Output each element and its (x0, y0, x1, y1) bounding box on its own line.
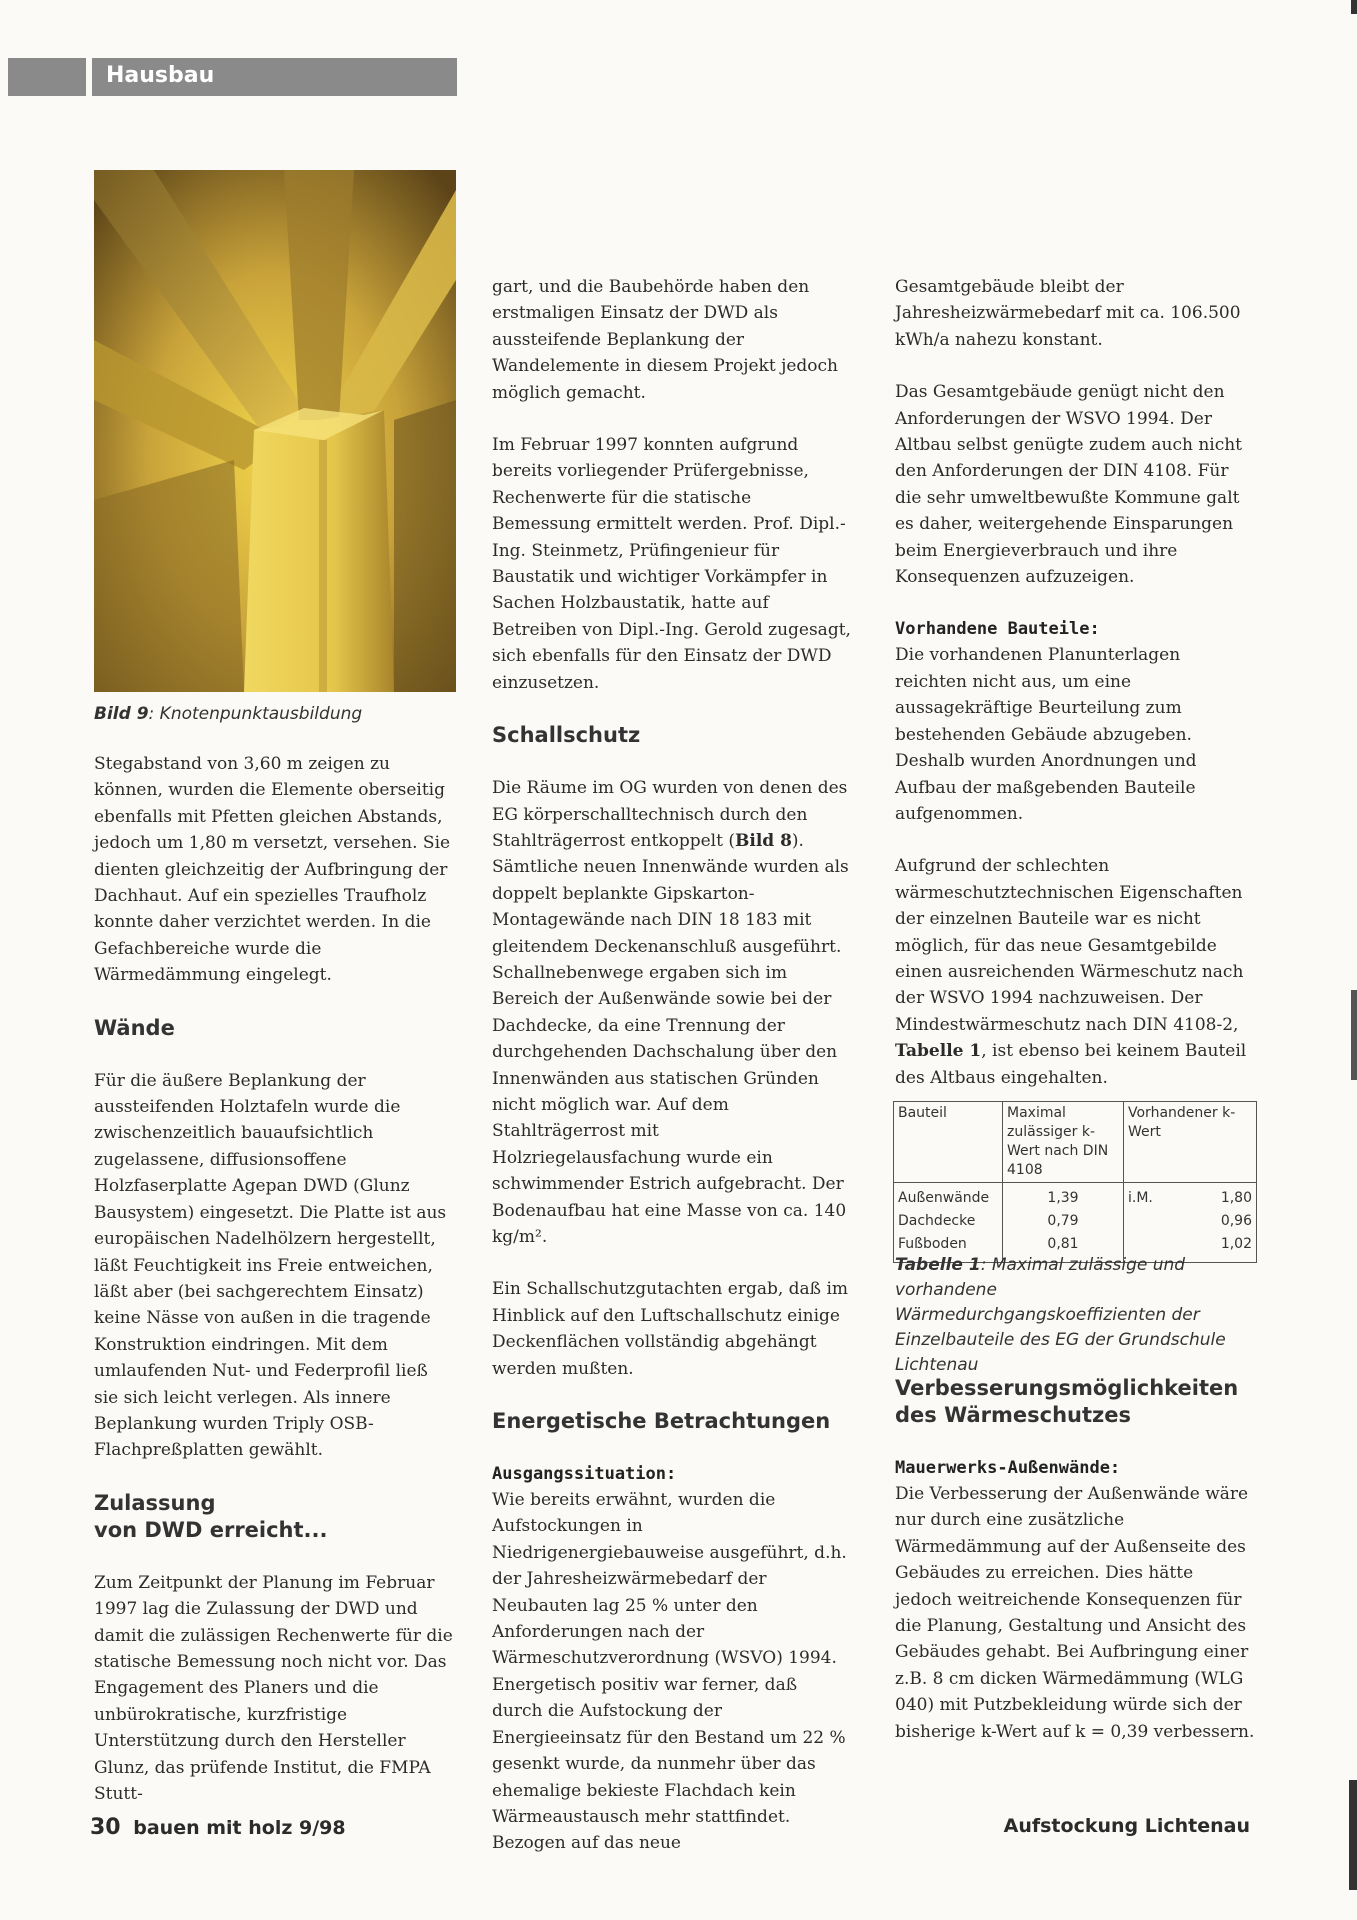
table-cell-max: 0,79 (1003, 1210, 1124, 1233)
timber-joint-image (94, 170, 456, 692)
scan-edge-mark (1349, 1780, 1357, 1890)
section-header-mark (86, 58, 92, 96)
table-header-row (894, 1102, 1257, 1183)
text-run: , ist ebenso bei keinem Bauteil des Altbaus eingehalten. (895, 1041, 1247, 1088)
table-caption-label: Tabelle 1 (895, 1255, 981, 1275)
table-cell-max: 1,39 (1003, 1183, 1124, 1211)
table-caption-text: Maximal zulässige und vorhandene Wärmedurchgangskoeffizienten der Einzelbauteile des EG der Grundschule Lichtenau (895, 1255, 1226, 1375)
magazine-issue: bauen mit holz 9/98 (133, 1817, 346, 1839)
subheading-ausgangssituation: Ausgangssituation: (492, 1464, 677, 1485)
table-header-bauteil: Bauteil (894, 1102, 1003, 1183)
table-header-vorhanden: Vorhandener k-Wert (1124, 1102, 1257, 1183)
paragraph: Im Februar 1997 konnten aufgrund bereits vorliegender Prüfergebnisse, Rechenwerte für die statische Bemessung ermittelt werden. Prof. Dipl.-Ing. Steinmetz, Prüfingenieur für Baustatik und wichtiger Vorkämpfer in Sachen Holzbaustatik, hatte auf Betreiben von Dipl.-Ing. Gerold zugesagt, sich ebenfalls für den Einsatz der DWD einzusetzen. (492, 435, 851, 693)
footer-left (90, 1815, 346, 1840)
paragraph (492, 775, 852, 1250)
k-value-table (893, 1101, 1257, 1263)
table-row (894, 1210, 1257, 1233)
table-cell-value: 0,96 (1220, 1213, 1252, 1229)
heading-schallschutz: Schallschutz (492, 723, 641, 748)
table-cell-max: 0,81 (1003, 1233, 1124, 1263)
subheading-vorhandene-bauteile: Vorhandene Bauteile: (895, 619, 1100, 640)
text-run: ). Sämtliche neuen Innenwände wurden als doppelt beplankte Gipskarton-Montagewände nach DIN 18 183 mit gleitendem Deckenanschluß ausgeführt. Schallnebenwege ergaben sich im Bereich der Außenwände sowie bei der Dachdecke, da eine Trennung der durchgehenden Dachschalung über den Innenwänden aus statischen Gründen nicht möglich war. Auf dem Stahlträgerrost mit Holzriegelausfachung wurde ein schwimmender Estrich aufgebracht. Der Bodenaufbau hat eine Masse von ca. 140 kg/m². (492, 830, 849, 1247)
paragraph: Stegabstand von 3,60 m zeigen zu können, wurden die Elemente oberseitig ebenfalls mit Pfetten gleichen Abstands, jedoch um 1,80 m versetzt, versehen. Sie dienten gleichzeitig der Aufbringung der Dachhaut. Auf ein spezielles Traufholz konnte daher verzichtet werden. In die Gefachbereiche wurde die Wärmedämmung eingelegt. (94, 754, 451, 986)
heading-waende: Wände (94, 1015, 175, 1040)
figure-caption-label: Bild 9 (94, 704, 149, 724)
paragraph: Für die äußere Beplankung der aussteifenden Holztafeln wurde die zwischenzeitlich bauaufsichtlich zugelassene, diffusionsoffene Holzfaserplatte Agepan DWD (Glunz Bausystem) eingesetzt. Die Platte ist aus europäischen Nadelhölzern hergestellt, läßt Feuchtigkeit ins Freie entweichen, läßt aber (bei sachgerechtem Einsatz) keine Nässe von außen in die tragende Konstruktion eindringen. Mit dem umlaufenden Nut- und Federprofil ließ sie sich leicht verlegen. Als innere Beplankung wurden Triply OSB-Flachpreßplatten gewählt. (94, 1070, 447, 1461)
column-3 (895, 274, 1255, 1091)
table-cell-bauteil: Fußboden (894, 1233, 1003, 1263)
scan-edge-mark (1351, 990, 1357, 1080)
subheading-mauerwerk: Mauerwerks-Außenwände: (895, 1458, 1121, 1478)
paragraph: Wie bereits erwähnt, wurden die Aufstockungen in Niedrigenergiebauweise ausgeführt, d.h. der Jahresheizwärmebedarf der Neubauten lag 25 % unter den Anforderungen nach der Wärmeschutzverordnung (WSVO) 1994. Energetisch positiv war ferner, daß durch die Aufstockung der Energieeinsatz für den Bestand um 22 % gesenkt wurde, da nunmehr über das ehemalige bekieste Flachdach kein Wärmeaustausch mehr stattfindet. Bezogen auf das neue (492, 1490, 847, 1854)
paragraph: Gesamtgebäude bleibt der Jahresheizwärmebedarf mit ca. 106.500 kWh/a nahezu konstant. (895, 277, 1241, 350)
table-caption-sep: : (980, 1255, 992, 1275)
paragraph: Das Gesamtgebäude genügt nicht den Anforderungen der WSVO 1994. Der Altbau selbst genügte zudem auch nicht den Anforderungen der DIN 4108. Für die sehr umweltbewußte Kommune galt es daher, weitergehende Einsparungen beim Energieverbrauch und ihre Konsequenzen aufzuzeigen. (895, 382, 1243, 588)
figure-caption-sep: : (148, 704, 160, 724)
paragraph: Die Verbesserung der Außenwände wäre nur durch eine zusätzliche Wärmedämmung auf der Außenseite des Gebäudes zu erreichen. Dies hätte jedoch weitreichende Konsequenzen für die Planung, Gestaltung und Ansicht des Gebäudes gehabt. Bei Aufbringung einer z.B. 8 cm dicken Wärmedämmung (WLG 040) mit Putzbekleidung würde sich der bisherige k-Wert auf k = 0,39 verbessern. (895, 1484, 1255, 1742)
paragraph (895, 853, 1255, 1091)
timber-joint-photo (94, 170, 456, 692)
column-1 (94, 751, 454, 1807)
column-3-lower (895, 1375, 1255, 1745)
heading-energetische-betrachtungen: Energetische Betrachtungen (492, 1409, 831, 1434)
text-run: Die Räume im OG wurden von denen des EG körperschalltechnisch durch den Stahlträgerrost entkoppelt ( (492, 778, 848, 851)
heading-zulassung-line2: von DWD erreicht... (94, 1517, 328, 1542)
paragraph: gart, und die Baubehörde haben den erstmaligen Einsatz der DWD als aussteifende Beplankung der Wandelemente in diesem Projekt jedoch möglich gemacht. (492, 277, 839, 403)
table-cell-value: 1,02 (1220, 1236, 1252, 1252)
scan-edge-mark (1351, 0, 1357, 14)
text-run: Aufgrund der schlechten wärmeschutztechnischen Eigenschaften der einzelnen Bauteile war es nicht möglich, für das neue Gesamtgebilde einen ausreichenden Wärmeschutz nach der WSVO 1994 nachzuweisen. Der Mindestwärmeschutz nach DIN 4108-2, (895, 856, 1244, 1035)
table-cell-vorhanden (1124, 1210, 1257, 1233)
figure-caption-text: Knotenpunktausbildung (159, 704, 363, 724)
table-cell-value: 1,80 (1220, 1190, 1252, 1206)
table-cell-bauteil: Außenwände (894, 1183, 1003, 1211)
table-caption (895, 1253, 1255, 1378)
footer-article-title: Aufstockung Lichtenau (1003, 1815, 1250, 1837)
table-row (894, 1183, 1257, 1211)
section-title: Hausbau (106, 63, 215, 88)
figure-caption (94, 702, 454, 727)
table-reference: Tabelle 1 (895, 1041, 982, 1062)
figure-reference: Bild 8 (735, 830, 792, 851)
paragraph: Die vorhandenen Planunterlagen reichten nicht aus, um eine aussagekräftige Beurteilung zum bestehenden Gebäude abzugeben. Deshalb wurden Anordnungen und Aufbau der maßgebenden Bauteile aufgenommen. (895, 645, 1197, 824)
heading-verbesserung-line1: Verbesserungsmöglichkeiten (895, 1376, 1239, 1400)
section-header-bar (8, 58, 457, 96)
table-cell-vorhanden (1124, 1183, 1257, 1211)
heading-verbesserung-line2: des Wärmeschutzes (895, 1403, 1132, 1427)
column-2 (492, 274, 852, 1857)
table-cell-bauteil: Dachdecke (894, 1210, 1003, 1233)
paragraph: Zum Zeitpunkt der Planung im Februar 1997 lag die Zulassung der DWD und damit die zulässigen Rechenwerte für die statische Bemessung noch nicht vor. Das Engagement des Planers und die unbürokratische, kurzfristige Unterstützung durch den Hersteller Glunz, das prüfende Institut, die FMPA Stutt- (94, 1572, 453, 1804)
table-cell-prefix: i.M. (1128, 1190, 1153, 1206)
page-number: 30 (90, 1815, 121, 1840)
heading-zulassung-line1: Zulassung (94, 1490, 216, 1515)
paragraph: Ein Schallschutzgutachten ergab, daß im Hinblick auf den Luftschallschutz einige Deckenflächen vollständig abgehängt werden mußten. (492, 1279, 848, 1379)
table-header-max: Maximal zulässiger k-Wert nach DIN 4108 (1003, 1102, 1124, 1183)
